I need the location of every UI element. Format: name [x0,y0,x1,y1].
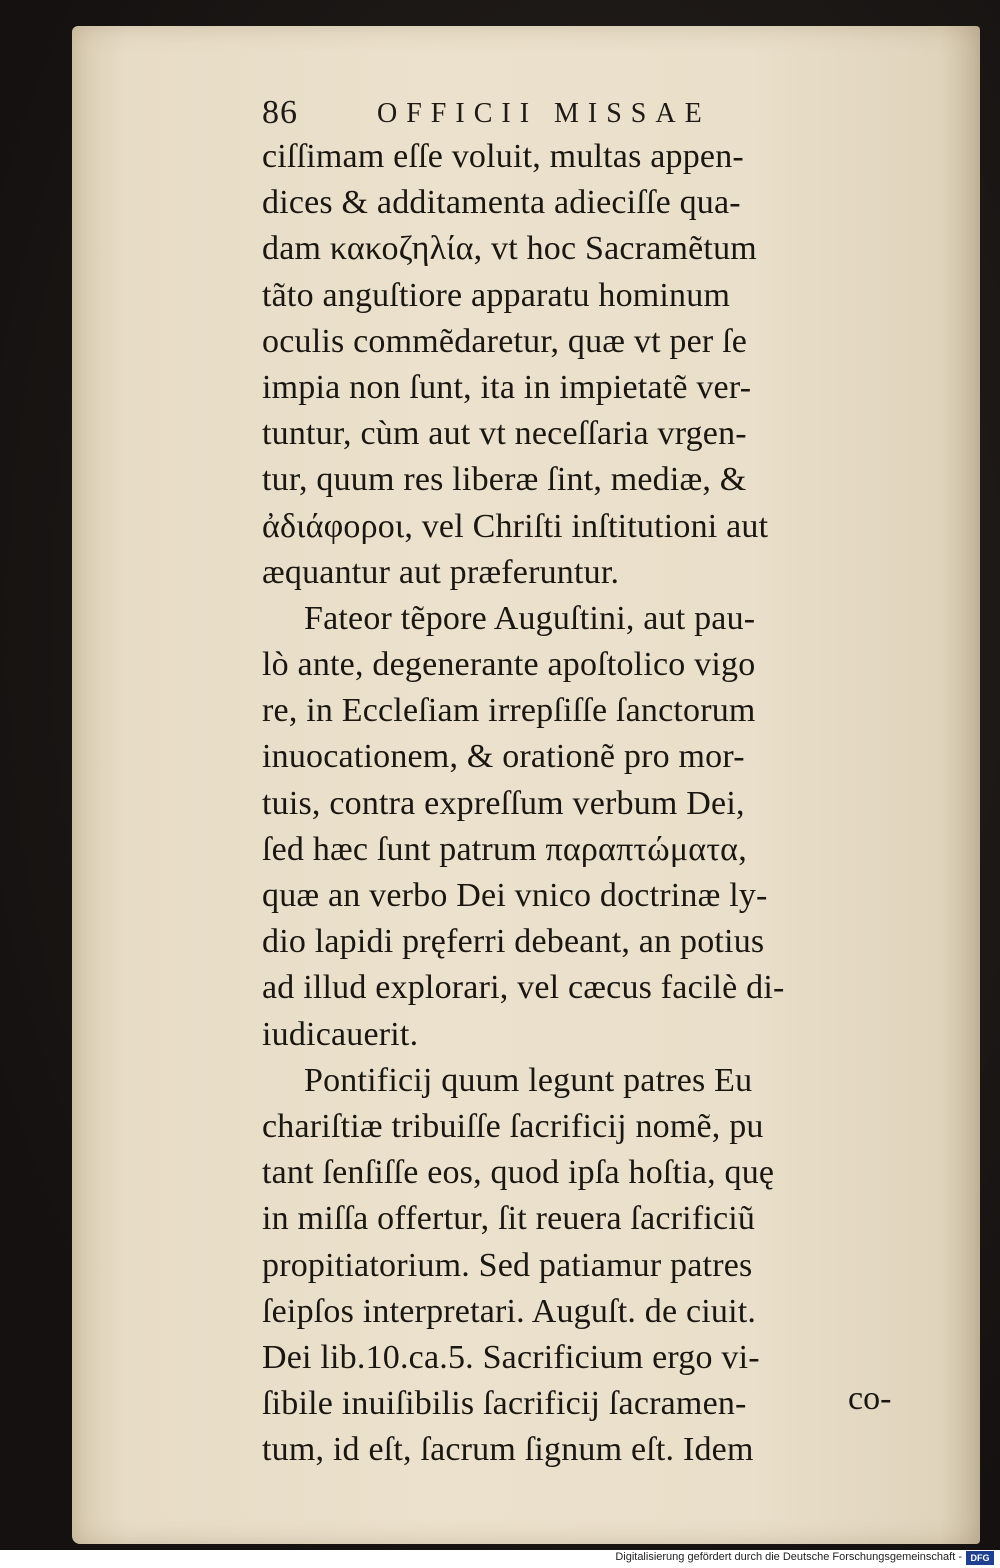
paragraph-start-line: Fateor tẽpore Auguſtini, aut pau- [304,599,756,637]
text-line: impia non ſunt, ita in impietatẽ ver- [262,368,752,406]
text-line: tuis, contra expreſſum verbum Dei, [262,784,745,822]
text-line: ἀδιάφοροι, vel Chriſti inſtitutioni aut [262,507,769,545]
text-line: æquantur aut præferuntur. [262,553,620,591]
page-header [262,92,822,136]
text-line: tum, id eſt, ſacrum ſignum eſt. Idem [262,1431,754,1469]
text-line: tant ſenſiſſe eos, quod ipſa hoſtia, quę [262,1154,775,1192]
page-number: 86 [262,94,298,131]
text-line: ſed hæc ſunt patrum παραπτώματα, [262,830,747,868]
text-line: inuocationem, & orationẽ pro mor- [262,738,745,776]
paragraph-start-line: Pontificij quum legunt patres Eu [304,1061,753,1099]
running-head: OFFICII MISSAE [377,98,711,129]
text-line: re, in Eccleſiam irrepſiſſe ſanctorum [262,692,756,730]
text-line: iudicauerit. [262,1015,419,1053]
text-line: dices & additamenta adieciſſe qua- [262,184,741,222]
dfg-logo: DFG [966,1551,994,1565]
page-edge-shadow [940,26,980,1544]
text-line: ad illud explorari, vel cæcus facilè di- [262,969,785,1007]
text-line: quæ an verbo Dei vnico doctrinæ ly- [262,877,768,914]
body-text [262,134,902,1473]
text-line: lò ante, degenerante apoſtolico vigo [262,646,756,684]
text-line: tãto anguſtiore apparatu hominum [262,276,731,314]
text-line: chariſtiæ tribuiſſe ſacrificij nomẽ, pu [262,1107,764,1145]
text-line: tuntur, cùm aut vt neceſſaria vrgen- [262,415,747,453]
footer-credit: Digitalisierung gefördert durch die Deutsche Forschungsgemeinschaft - [615,1551,962,1563]
text-line: ciſſimam eſſe voluit, multas appen- [262,138,744,175]
text-line: oculis commẽdaretur, quæ vt per ſe [262,322,748,360]
text-line: ſeipſos interpretari. Auguſt. de ciuit. [262,1292,757,1330]
text-line: dam κακοζηλία, vt hoc Sacramẽtum [262,230,757,268]
text-line: in miſſa offertur, ſit reuera ſacrificiũ [262,1200,756,1238]
catchword: co- [848,1380,892,1417]
text-line: ſibile inuiſibilis ſacrificij ſacramen- [262,1385,747,1423]
text-line: dio lapidi pręferri debeant, an potius [262,923,765,961]
text-line: tur, quum res liberæ ſint, mediæ, & [262,461,747,499]
text-line: Dei lib.10.ca.5. Sacrificium ergo vi- [262,1338,760,1376]
text-line: propitiatorium. Sed patiamur patres [262,1246,753,1284]
